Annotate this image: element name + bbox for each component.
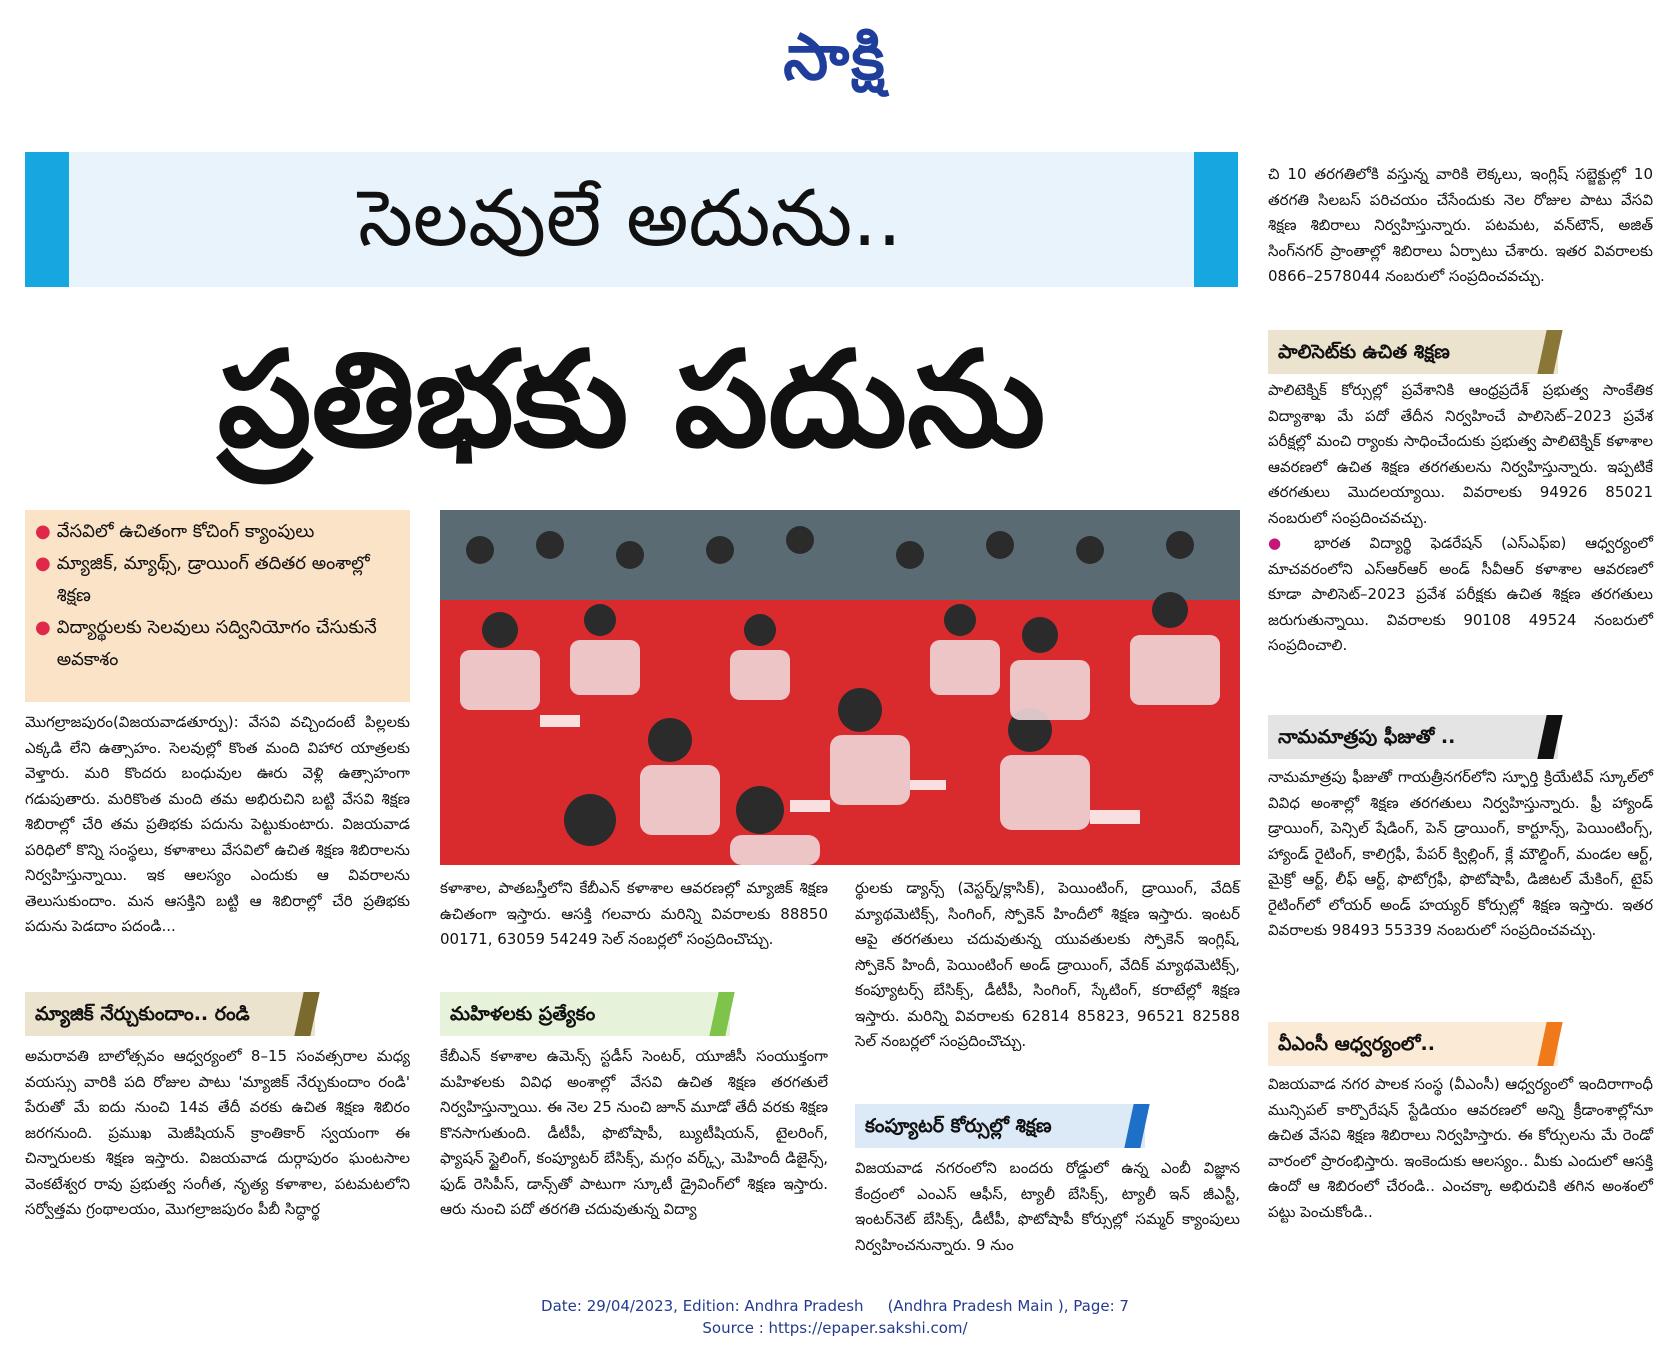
bullet-icon: ● [35,553,51,574]
subhead-magic: మ్యాజిక్ నేర్చుకుందాం.. రండి [25,992,315,1036]
subhead-accent [1537,715,1562,759]
headline-line-2: ప్రతిభకు పదును [217,323,1046,477]
article-photo [440,510,1240,865]
subhead-accent [1537,1022,1562,1066]
highlight-item: ● విద్యార్థులకు సెలవులు సద్వినియోగం చేసుకునే అవకాశం [35,612,400,676]
subhead-polycet: పాలిసెట్‌కు ఉచిత శిక్షణ [1268,330,1558,374]
column-1-body: అమరావతి బాలోత్సవం ఆధ్వర్యంలో 8–15 సంవత్సరాల మధ్య వయస్సు వారికి పది రోజుల పాటు 'మ్యాజిక్ నేర్చుకుందాం రండి' పేరుతో మే ఐదు నుంచి 14వ తేదీ వరకు ఉచిత శిక్షణ శిబిరం జరగనుంది. ప్రముఖ మెజీషియన్ క్రాంతికార్ స్వయంగా ఈ చిన్నారులకు శిక్షణ ఇస్తారు. విజయవాడ దుర్గాపురం ఘంటసాల వెంకటేశ్వర రావు ప్రభుత్వ సంగీత, నృత్య కళాశాల, పటమటలోని సర్వోత్తమ గ్రంథాలయం, మొగల్రాజపురం పీబీ సిద్ధార్థ [25,1047,410,1218]
bullet-icon: ● [35,521,51,542]
bullet-icon: ● [1268,534,1296,552]
subhead-accent [1537,330,1562,374]
subhead-nominal-fee: నామమాత్రపు ఫీజుతో .. [1268,715,1558,759]
headline-line-1: సెలవులే అదును.. [358,174,902,264]
sfi-paragraph: ● భారత విద్యార్థి ఫెడరేషన్ (ఎస్ఎఫ్ఐ) ఆధ్వర్యంలో మాచవరంలోని ఎస్ఆర్ఆర్ అండ్ సీవీఆర్ కళాశాల ఆవరణలో కూడా పాలిసెట్–2023 ప్రవేశ పరీక్షకు ఉచిత శిక్షణ తరగతులు జరుగుతున్నాయి. వివరాలకు 90108 49524 నంబరులో సంప్రదించాలి. [1268,534,1653,654]
subhead-accent [294,992,319,1036]
highlight-item: ● వేసవిలో ఉచితంగా కోచింగ్ క్యాంపులు [35,516,400,548]
column-3-body: విజయవాడ నగరంలోని బందరు రోడ్డులో ఉన్న ఎంబీ విజ్ఞాన కేంద్రంలో ఎంఎస్ ఆఫీస్, ట్యాలీ బేసిక్స్, ట్యాలీ ఇన్ జీఎస్టీ, ఇంటర్‌నెట్ బేసిక్స్, డీటీపీ, ఫొటోషాపీ కోర్సుల్లో సమ్మర్ క్యాంపులు నిర్వహించనున్నారు. 9 నుం [855,1159,1240,1254]
column-4-nominal-body: నామమాత్రపు ఫీజుతో గాయత్రీనగర్‌లోని స్ఫూర్తి క్రియేటివ్ స్కూల్‌లో వివిధ అంశాల్లో శిక్షణ తరగతులు నిర్వహిస్తున్నారు. ఫ్రీ హ్యాండ్ డ్రాయింగ్, పెన్సిల్ షేడింగ్, పెన్ డ్రాయింగ్, కార్టూన్స్, పెయింటింగ్స్, హ్యాండ్ రైటింగ్, కాలిగ్రఫీ, పేపర్ క్విల్లింగ్, క్లే మౌల్డింగ్, మండల ఆర్ట్, మైక్రో ఆర్ట్, లీఫ్ ఆర్ట్, ఫొటోగ్రఫీ, ఫొటోషాపీ, డిజిటల్ మేకింగ్, టైప్ రైటింగ్‌లో లోయర్ అండ్ హయ్యర్ కోర్సుల్లో శిక్షణ ఇస్తారు. ఇతర వివరాలకు 98493 55339 నంబరులో సంప్రదించవచ్చు. [1268,768,1653,939]
column-1 [25,710,410,940]
footer-date-edition: Date: 29/04/2023, Edition: Andhra Pradesh [541,1297,864,1315]
footer-edition-page: (Andhra Pradesh Main ), Page: 7 [887,1297,1129,1315]
column-2: కళాశాల, పాతబస్తీలోని కేబీఎన్ కళాశాల ఆవరణల్లో మ్యాజిక్ శిక్షణ ఉచితంగా ఇస్తారు. ఆసక్తి గలవారు మరిన్ని వివరాలకు 88850 00171, 63059 54249 సెల్ నంబర్లలో సంప్రదించొచ్చు. [440,879,828,948]
sakshi-logo: సాక్షి [783,21,887,95]
subhead-women: మహిళలకు ప్రత్యేకం [440,992,730,1036]
column-2-body: కేబీఎన్ కళాశాల ఉమెన్స్ స్టడీస్ సెంటర్, యూజీసీ సంయుక్తంగా మహిళలకు వివిధ అంశాల్లో వేసవి ఉచిత శిక్షణ తరగతులే నిర్వహిస్తున్నాయి. ఈ నెల 25 నుంచి జూన్ మూడో తేదీ వరకు శిక్షణ కొనసాగుతుంది. డీటీపీ, ఫొటోషాపీ, బ్యుటీషియన్, టైలరింగ్, ఫ్యాషన్ స్టైలింగ్, కంప్యూటర్ బేసిక్స్, మగ్గం వర్క్స్, మెహిందీ డిజైన్స్, ఫుడ్ రెసిపీస్, డాన్స్‌తో పాటుగా స్కూటీ డ్రైవింగ్‌లో శిక్షణ ఇస్తారు. ఆరు నుంచి పదో తరగతి చదువుతున్న విద్యా [440,1047,828,1218]
column-3: ర్థులకు డ్యాన్స్ (వెస్టర్న్/క్లాసిక్), పెయింటింగ్, డ్రాయింగ్, వేదిక్ మ్యాథమెటిక్స్, సింగింగ్, స్పోకెన్ హిందీలో శిక్షణ ఇస్తారు. ఇంటర్ ఆపై తరగతులు చదువుతున్న యువతులకు స్పోకెన్ ఇంగ్లిష్, స్పోకెన్ హిందీ, పెయింటింగ్ అండ్ డ్రాయింగ్, వేదిక్ మ్యాథమెటిక్స్, కంప్యూటర్స్ బేసిక్స్, డీటీపీ, సింగింగ్, స్కేటింగ్, కరాటేల్లో శిక్షణ ఇస్తారు. మరిన్ని వివరాలకు 62814 85823, 96521 82588 సెల్ నంబర్లలో సంప్రదించొచ్చు. [855,879,1240,1050]
children-drawing-photo [440,510,1240,865]
column-4-polycet-body: పాలిటెక్నిక్ కోర్సుల్లో ప్రవేశానికి ఆంధ్రప్రదేశ్ ప్రభుత్వ సాంకేతిక విద్యాశాఖ మే పదో తేదీన నిర్వహించే పాలిసెట్–2023 ప్రవేశ పరీక్షల్లో మంచి ర్యాంకు సాధించేందుకు ప్రభుత్వ పాలిటెక్నిక్ కళాశాల ఆవరణలో ఉచిత శిక్షణ తరగతులను నిర్వహిస్తున్నారు. ఇప్పటికే తరగతులు మొదలయ్యాయి. వివరాలకు 94926 85021 నంబరులో సంప్రదించవచ్చు. ● భారత విద్యార్థి ఫెడరేషన్ (ఎస్ఎఫ్ఐ) ఆధ్వర్యంలో మాచవరంలోని ఎస్ఆర్ఆర్ అండ్ సీవీఆర్ కళాశాల ఆవరణలో కూడా పాలిసెట్–2023 ప్రవేశ పరీక్షకు ఉచిత శిక్షణ తరగతులు జరుగుతున్నాయి. వివరాలకు 90108 49524 నంబరులో సంప్రదించాలి. [1268,378,1653,659]
bullet-icon: ● [35,617,51,638]
highlight-item: ● మ్యాజిక్, మ్యాథ్స్, డ్రాయింగ్ తదితర అంశాల్లో శిక్షణ [35,548,400,612]
highlights-box [25,510,410,702]
subhead-accent [1124,1104,1149,1148]
subhead-accent [709,992,734,1036]
headline-bar-left [25,152,69,287]
column-4-vmc-body: విజయవాడ నగర పాలక సంస్థ (వీఎంసీ) ఆధ్వర్యంలో ఇందిరాగాంధీ మున్సిపల్ కార్పొరేషన్ స్టేడియం ఆవరణలో అన్ని క్రీడాంశాల్లోనూ ఉచిత వేసవి శిక్షణ శిబిరాలు నిర్వహిస్తారు. ఈ కోర్సులను మే రెండో వారంలో ప్రారంభిస్తారు. ఇంకెందుకు ఆలస్యం.. మీకు ఎందులో ఆసక్తి ఉందో ఆ శిబిరంలో చేరండి.. ఎంచక్కా అభిరుచికి తగిన అంశంలో పట్టు పెంచుకోండి.. [1268,1075,1653,1221]
subhead-vmc: వీఎంసీ ఆధ్వర్యంలో.. [1268,1022,1558,1066]
page-footer [0,1295,1670,1339]
footer-source[interactable]: Source : https://epaper.sakshi.com/ [702,1319,968,1337]
intro-paragraph: మొగల్రాజపురం(విజయవాడతూర్పు): వేసవి వచ్చిందంటే పిల్లలకు ఎక్కడి లేని ఉత్సాహం. సెలవుల్లో కొంత మంది విహార యాత్రలకు వెళ్తారు. మరి కొందరు బంధువుల ఊరు వెళ్లి ఉత్సాహంగా గడుపుతారు. మరికొంత మంది తమ అభిరుచిని బట్టి వేసవి శిక్షణ శిబిరాల్లో చేరి తమ ప్రతిభకు పదును పెట్టుకుంటారు. విజయవాడ పరిధిలో కొన్ని సంస్థలు, కళాశాలు వేసవిలో ఉచిత శిక్షణ శిబిరాలను నిర్వహిస్తున్నాయి. ఇక ఆలస్యం ఎందుకు ఆ వివరాలను తెలుసుకుందాం. మన ఆసక్తిని బట్టి ఆ శిబిరాల్లో చేరి ప్రతిభకు పదును పెడదాం పదండి... [25,713,410,935]
subhead-computer: కంప్యూటర్ కోర్సుల్లో శిక్షణ [855,1104,1145,1148]
headline-bar-right [1194,152,1238,287]
column-4: చి 10 తరగతిలోకి వస్తున్న వారికి లెక్కలు, ఇంగ్లిష్ సబ్జెక్టుల్లో 10 తరగతి సిలబస్ పరిచయం చేసేందుకు నెల రోజుల పాటు వేసవి శిక్షణ శిబిరాలు నిర్వహిస్తున్నారు. పటమట, వన్‌టౌన్, అజిత్ సింగ్‌నగర్ ప్రాంతాల్లో శిబిరాలు ఏర్పాటు చేశారు. ఇతర వివరాలకు 0866–2578044 నంబరులో సంప్రదించవచ్చు. [1268,165,1653,285]
